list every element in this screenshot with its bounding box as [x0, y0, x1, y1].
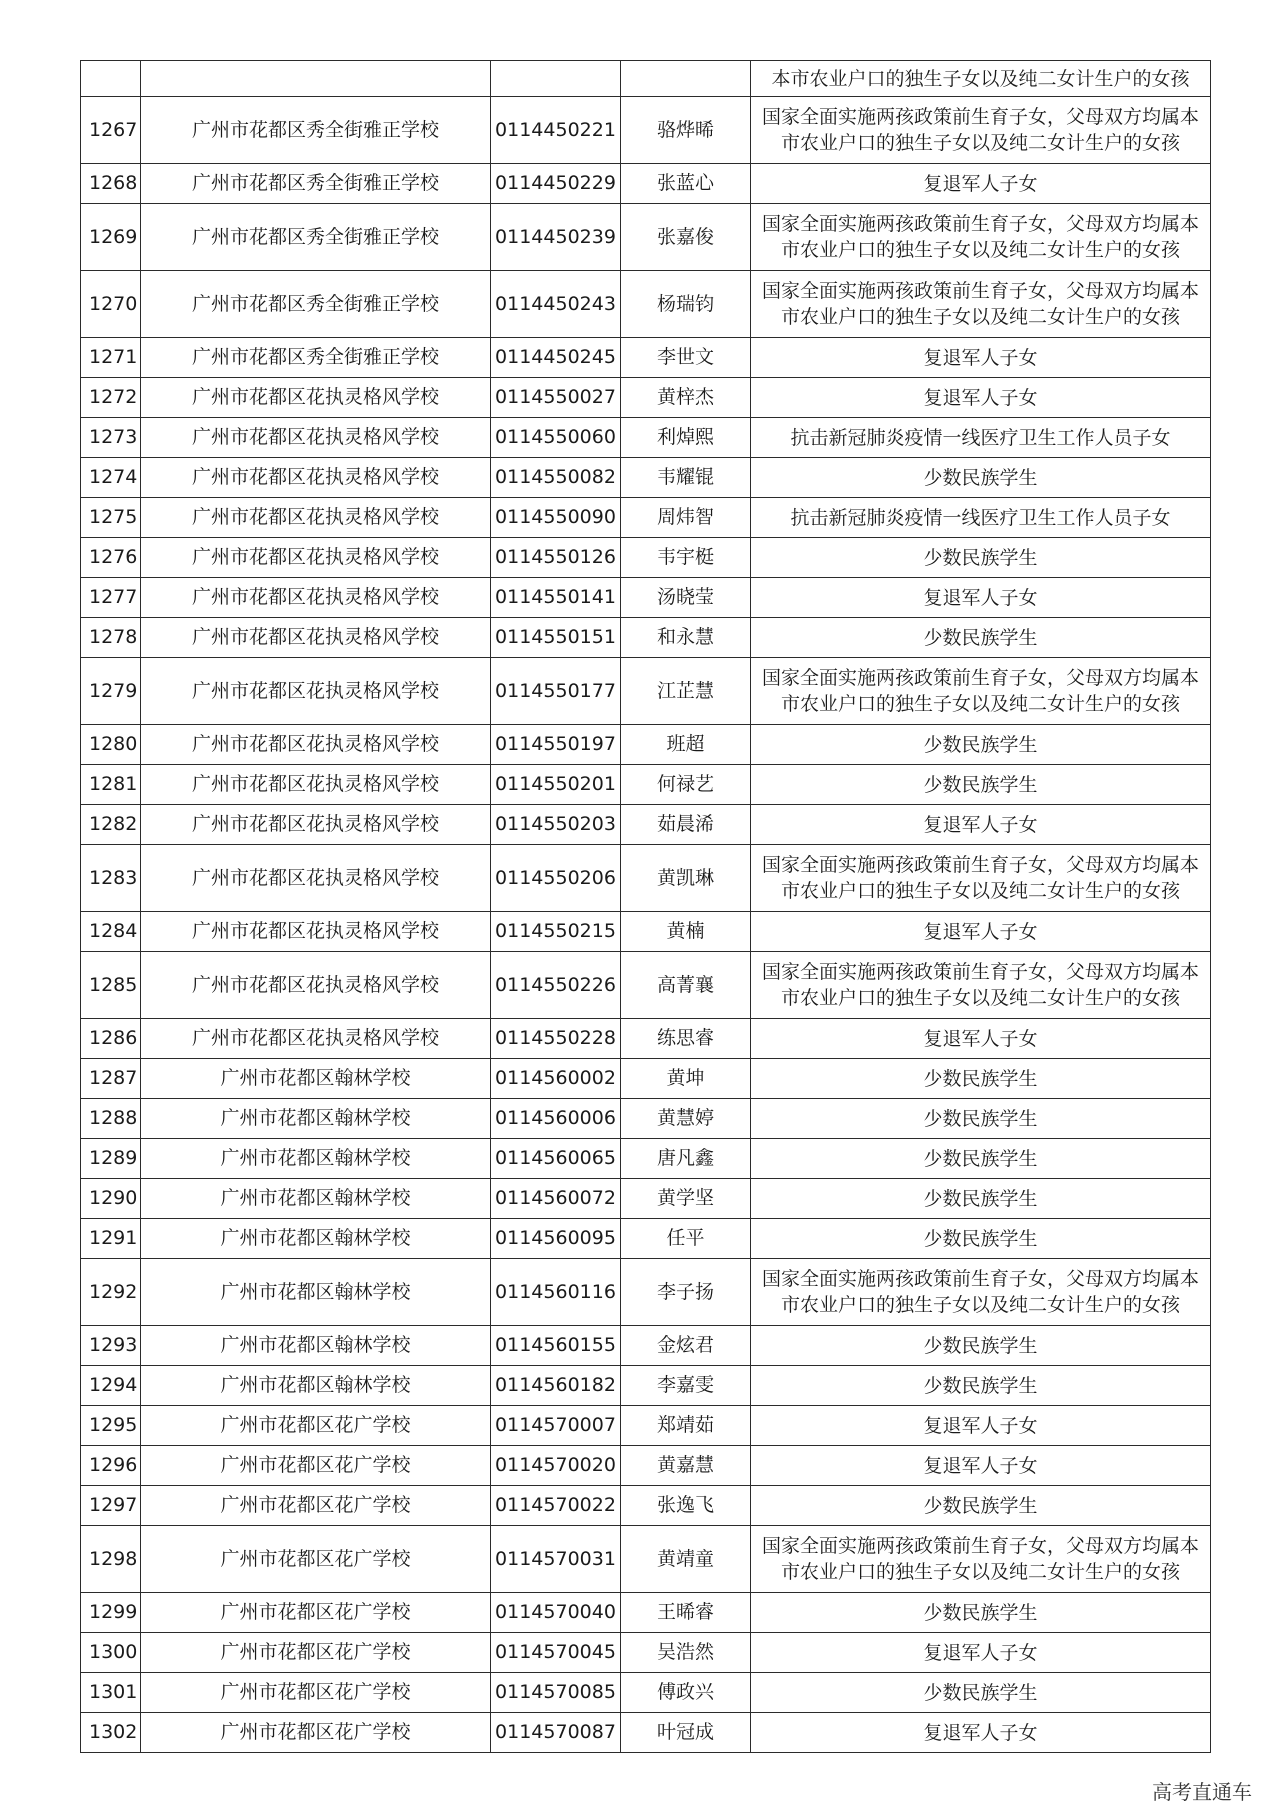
cell-student-id: 0114450243	[491, 271, 621, 338]
table-row	[81, 1019, 1211, 1059]
cell-category: 复退军人子女	[751, 378, 1211, 418]
cell-category: 少数民族学生	[751, 1326, 1211, 1366]
table-row	[81, 725, 1211, 765]
cell-category: 抗击新冠肺炎疫情一线医疗卫生工作人员子女	[751, 498, 1211, 538]
cell-student-id: 0114570007	[491, 1406, 621, 1446]
table-row	[81, 1219, 1211, 1259]
cell-index: 1298	[81, 1526, 141, 1593]
cell-name: 杨瑞钧	[621, 271, 751, 338]
cell-school	[141, 61, 491, 97]
cell-index: 1290	[81, 1179, 141, 1219]
cell-name: 高菁襄	[621, 952, 751, 1019]
table-row	[81, 418, 1211, 458]
cell-student-id: 0114570085	[491, 1673, 621, 1713]
cell-student-id: 0114550203	[491, 805, 621, 845]
table-row	[81, 498, 1211, 538]
table-row	[81, 1139, 1211, 1179]
cell-student-id	[491, 61, 621, 97]
cell-school: 广州市花都区花执灵格风学校	[141, 658, 491, 725]
cell-name: 张逸飞	[621, 1486, 751, 1526]
table-row	[81, 912, 1211, 952]
cell-student-id: 0114550090	[491, 498, 621, 538]
cell-name: 周炜智	[621, 498, 751, 538]
cell-school: 广州市花都区花广学校	[141, 1713, 491, 1753]
table-row	[81, 97, 1211, 164]
cell-category: 国家全面实施两孩政策前生育子女，父母双方均属本市农业户口的独生子女以及纯二女计生户的女孩	[751, 204, 1211, 271]
table-row	[81, 578, 1211, 618]
table-row	[81, 1526, 1211, 1593]
cell-index: 1283	[81, 845, 141, 912]
cell-student-id: 0114450229	[491, 164, 621, 204]
cell-school: 广州市花都区花执灵格风学校	[141, 1019, 491, 1059]
table-row	[81, 204, 1211, 271]
cell-school: 广州市花都区花执灵格风学校	[141, 725, 491, 765]
cell-student-id: 0114550197	[491, 725, 621, 765]
cell-name: 何禄艺	[621, 765, 751, 805]
cell-name: 黄嘉慧	[621, 1446, 751, 1486]
cell-index: 1275	[81, 498, 141, 538]
table-row	[81, 1099, 1211, 1139]
cell-school: 广州市花都区秀全街雅正学校	[141, 338, 491, 378]
cell-school: 广州市花都区花执灵格风学校	[141, 805, 491, 845]
cell-school: 广州市花都区花执灵格风学校	[141, 458, 491, 498]
cell-name: 李世文	[621, 338, 751, 378]
cell-student-id: 0114550226	[491, 952, 621, 1019]
cell-student-id: 0114550060	[491, 418, 621, 458]
cell-student-id: 0114550151	[491, 618, 621, 658]
cell-category: 国家全面实施两孩政策前生育子女，父母双方均属本市农业户口的独生子女以及纯二女计生户的女孩	[751, 97, 1211, 164]
cell-index: 1292	[81, 1259, 141, 1326]
cell-index: 1281	[81, 765, 141, 805]
cell-category: 少数民族学生	[751, 538, 1211, 578]
cell-student-id: 0114570020	[491, 1446, 621, 1486]
watermark-text: 高考直通车	[1152, 1780, 1252, 1804]
cell-school: 广州市花都区花执灵格风学校	[141, 498, 491, 538]
cell-index: 1284	[81, 912, 141, 952]
cell-name: 利焯熙	[621, 418, 751, 458]
cell-student-id: 0114570045	[491, 1633, 621, 1673]
cell-index: 1270	[81, 271, 141, 338]
cell-category: 复退军人子女	[751, 912, 1211, 952]
cell-index: 1285	[81, 952, 141, 1019]
cell-school: 广州市花都区翰林学校	[141, 1059, 491, 1099]
cell-school: 广州市花都区翰林学校	[141, 1219, 491, 1259]
cell-name: 黄楠	[621, 912, 751, 952]
cell-category: 复退军人子女	[751, 164, 1211, 204]
cell-index: 1272	[81, 378, 141, 418]
cell-school: 广州市花都区翰林学校	[141, 1366, 491, 1406]
cell-name: 和永慧	[621, 618, 751, 658]
cell-student-id: 0114560065	[491, 1139, 621, 1179]
cell-category: 少数民族学生	[751, 1366, 1211, 1406]
cell-category: 复退军人子女	[751, 1019, 1211, 1059]
cell-name: 郑靖茹	[621, 1406, 751, 1446]
cell-index: 1273	[81, 418, 141, 458]
cell-school: 广州市花都区花执灵格风学校	[141, 538, 491, 578]
cell-school: 广州市花都区花执灵格风学校	[141, 845, 491, 912]
cell-student-id: 0114560116	[491, 1259, 621, 1326]
cell-name: 韦宇梃	[621, 538, 751, 578]
cell-index: 1268	[81, 164, 141, 204]
cell-school: 广州市花都区花广学校	[141, 1446, 491, 1486]
table-row	[81, 952, 1211, 1019]
table-row	[81, 378, 1211, 418]
cell-name: 练思睿	[621, 1019, 751, 1059]
cell-student-id: 0114570087	[491, 1713, 621, 1753]
cell-student-id: 0114560182	[491, 1366, 621, 1406]
cell-student-id: 0114550177	[491, 658, 621, 725]
cell-student-id: 0114570040	[491, 1593, 621, 1633]
cell-category: 少数民族学生	[751, 1099, 1211, 1139]
cell-school: 广州市花都区翰林学校	[141, 1139, 491, 1179]
cell-school: 广州市花都区翰林学校	[141, 1259, 491, 1326]
cell-student-id: 0114560002	[491, 1059, 621, 1099]
cell-school: 广州市花都区花执灵格风学校	[141, 952, 491, 1019]
table-row	[81, 765, 1211, 805]
cell-student-id: 0114450221	[491, 97, 621, 164]
cell-student-id: 0114550201	[491, 765, 621, 805]
cell-index: 1296	[81, 1446, 141, 1486]
cell-category: 国家全面实施两孩政策前生育子女，父母双方均属本市农业户口的独生子女以及纯二女计生户的女孩	[751, 845, 1211, 912]
cell-student-id: 0114550215	[491, 912, 621, 952]
cell-index: 1302	[81, 1713, 141, 1753]
cell-student-id: 0114560006	[491, 1099, 621, 1139]
table-row	[81, 1673, 1211, 1713]
cell-name: 李嘉雯	[621, 1366, 751, 1406]
cell-name: 黄梓杰	[621, 378, 751, 418]
cell-category: 国家全面实施两孩政策前生育子女，父母双方均属本市农业户口的独生子女以及纯二女计生户的女孩	[751, 1526, 1211, 1593]
cell-category: 少数民族学生	[751, 618, 1211, 658]
cell-category: 少数民族学生	[751, 1219, 1211, 1259]
cell-index: 1269	[81, 204, 141, 271]
cell-index: 1286	[81, 1019, 141, 1059]
cell-student-id: 0114550082	[491, 458, 621, 498]
cell-school: 广州市花都区翰林学校	[141, 1326, 491, 1366]
cell-school: 广州市花都区秀全街雅正学校	[141, 164, 491, 204]
cell-school: 广州市花都区翰林学校	[141, 1179, 491, 1219]
cell-name: 李子扬	[621, 1259, 751, 1326]
cell-student-id: 0114560095	[491, 1219, 621, 1259]
table-row	[81, 845, 1211, 912]
cell-name: 班超	[621, 725, 751, 765]
cell-index: 1295	[81, 1406, 141, 1446]
cell-category: 复退军人子女	[751, 578, 1211, 618]
cell-name: 黄凯琳	[621, 845, 751, 912]
cell-student-id: 0114550141	[491, 578, 621, 618]
cell-category: 复退军人子女	[751, 338, 1211, 378]
cell-student-id: 0114450245	[491, 338, 621, 378]
cell-name: 黄学坚	[621, 1179, 751, 1219]
table-row	[81, 1593, 1211, 1633]
table-row	[81, 1713, 1211, 1753]
cell-category: 少数民族学生	[751, 1059, 1211, 1099]
cell-name: 茹晨浠	[621, 805, 751, 845]
cell-category: 少数民族学生	[751, 1593, 1211, 1633]
table-row	[81, 1059, 1211, 1099]
cell-category: 复退军人子女	[751, 1446, 1211, 1486]
cell-category: 少数民族学生	[751, 725, 1211, 765]
cell-category: 复退军人子女	[751, 1713, 1211, 1753]
cell-index: 1267	[81, 97, 141, 164]
cell-name: 叶冠成	[621, 1713, 751, 1753]
cell-category: 国家全面实施两孩政策前生育子女，父母双方均属本市农业户口的独生子女以及纯二女计生户的女孩	[751, 271, 1211, 338]
cell-name: 江芷慧	[621, 658, 751, 725]
cell-school: 广州市花都区花执灵格风学校	[141, 418, 491, 458]
cell-name: 张蓝心	[621, 164, 751, 204]
cell-index: 1291	[81, 1219, 141, 1259]
table-row	[81, 1326, 1211, 1366]
cell-category: 抗击新冠肺炎疫情一线医疗卫生工作人员子女	[751, 418, 1211, 458]
cell-student-id: 0114550228	[491, 1019, 621, 1059]
cell-index	[81, 61, 141, 97]
table-row	[81, 458, 1211, 498]
cell-index: 1300	[81, 1633, 141, 1673]
cell-name: 汤晓莹	[621, 578, 751, 618]
cell-name: 韦耀锟	[621, 458, 751, 498]
cell-index: 1282	[81, 805, 141, 845]
cell-category: 本市农业户口的独生子女以及纯二女计生户的女孩	[751, 61, 1211, 97]
cell-index: 1288	[81, 1099, 141, 1139]
cell-category: 少数民族学生	[751, 1179, 1211, 1219]
admission-list-table	[80, 60, 1211, 1753]
cell-student-id: 0114570031	[491, 1526, 621, 1593]
table-row	[81, 1406, 1211, 1446]
cell-name: 金炫君	[621, 1326, 751, 1366]
cell-category: 国家全面实施两孩政策前生育子女，父母双方均属本市农业户口的独生子女以及纯二女计生户的女孩	[751, 952, 1211, 1019]
cell-category: 少数民族学生	[751, 1139, 1211, 1179]
cell-category: 国家全面实施两孩政策前生育子女，父母双方均属本市农业户口的独生子女以及纯二女计生户的女孩	[751, 1259, 1211, 1326]
cell-name: 吴浩然	[621, 1633, 751, 1673]
cell-category: 国家全面实施两孩政策前生育子女，父母双方均属本市农业户口的独生子女以及纯二女计生户的女孩	[751, 658, 1211, 725]
cell-category: 复退军人子女	[751, 1633, 1211, 1673]
cell-index: 1301	[81, 1673, 141, 1713]
cell-index: 1297	[81, 1486, 141, 1526]
cell-student-id: 0114550126	[491, 538, 621, 578]
cell-index: 1294	[81, 1366, 141, 1406]
table-row	[81, 1179, 1211, 1219]
cell-student-id: 0114570022	[491, 1486, 621, 1526]
cell-school: 广州市花都区花执灵格风学校	[141, 618, 491, 658]
cell-name: 唐凡鑫	[621, 1139, 751, 1179]
table-row	[81, 1366, 1211, 1406]
cell-category: 复退军人子女	[751, 805, 1211, 845]
cell-school: 广州市花都区秀全街雅正学校	[141, 97, 491, 164]
table-row	[81, 658, 1211, 725]
cell-school: 广州市花都区花执灵格风学校	[141, 578, 491, 618]
cell-index: 1274	[81, 458, 141, 498]
cell-student-id: 0114450239	[491, 204, 621, 271]
cell-name: 傅政兴	[621, 1673, 751, 1713]
cell-school: 广州市花都区秀全街雅正学校	[141, 271, 491, 338]
cell-category: 复退军人子女	[751, 1406, 1211, 1446]
table-row	[81, 618, 1211, 658]
table-row	[81, 1633, 1211, 1673]
cell-index: 1277	[81, 578, 141, 618]
cell-school: 广州市花都区花广学校	[141, 1486, 491, 1526]
cell-school: 广州市花都区花广学校	[141, 1526, 491, 1593]
cell-name: 黄坤	[621, 1059, 751, 1099]
cell-school: 广州市花都区花执灵格风学校	[141, 912, 491, 952]
cell-index: 1279	[81, 658, 141, 725]
cell-index: 1287	[81, 1059, 141, 1099]
cell-school: 广州市花都区花执灵格风学校	[141, 378, 491, 418]
table-row	[81, 1259, 1211, 1326]
cell-name: 王晞睿	[621, 1593, 751, 1633]
cell-category: 少数民族学生	[751, 765, 1211, 805]
table-row-fragment	[81, 61, 1211, 97]
cell-index: 1271	[81, 338, 141, 378]
cell-school: 广州市花都区花广学校	[141, 1633, 491, 1673]
cell-index: 1280	[81, 725, 141, 765]
cell-school: 广州市花都区花广学校	[141, 1406, 491, 1446]
cell-student-id: 0114550206	[491, 845, 621, 912]
cell-category: 少数民族学生	[751, 1486, 1211, 1526]
cell-name: 黄靖童	[621, 1526, 751, 1593]
cell-name	[621, 61, 751, 97]
cell-school: 广州市花都区花广学校	[141, 1673, 491, 1713]
cell-index: 1276	[81, 538, 141, 578]
cell-index: 1293	[81, 1326, 141, 1366]
cell-name: 张嘉俊	[621, 204, 751, 271]
cell-index: 1299	[81, 1593, 141, 1633]
cell-name: 任平	[621, 1219, 751, 1259]
table-body	[81, 61, 1211, 1753]
cell-school: 广州市花都区秀全街雅正学校	[141, 204, 491, 271]
table-row	[81, 1446, 1211, 1486]
table-row	[81, 164, 1211, 204]
cell-student-id: 0114560072	[491, 1179, 621, 1219]
cell-school: 广州市花都区翰林学校	[141, 1099, 491, 1139]
cell-index: 1289	[81, 1139, 141, 1179]
cell-category: 少数民族学生	[751, 1673, 1211, 1713]
table-row	[81, 338, 1211, 378]
table-row	[81, 805, 1211, 845]
cell-school: 广州市花都区花执灵格风学校	[141, 765, 491, 805]
cell-name: 骆烨晞	[621, 97, 751, 164]
cell-category: 少数民族学生	[751, 458, 1211, 498]
cell-school: 广州市花都区花广学校	[141, 1593, 491, 1633]
table-row	[81, 1486, 1211, 1526]
table-row	[81, 271, 1211, 338]
cell-student-id: 0114550027	[491, 378, 621, 418]
cell-student-id: 0114560155	[491, 1326, 621, 1366]
cell-name: 黄慧婷	[621, 1099, 751, 1139]
table-row	[81, 538, 1211, 578]
cell-index: 1278	[81, 618, 141, 658]
